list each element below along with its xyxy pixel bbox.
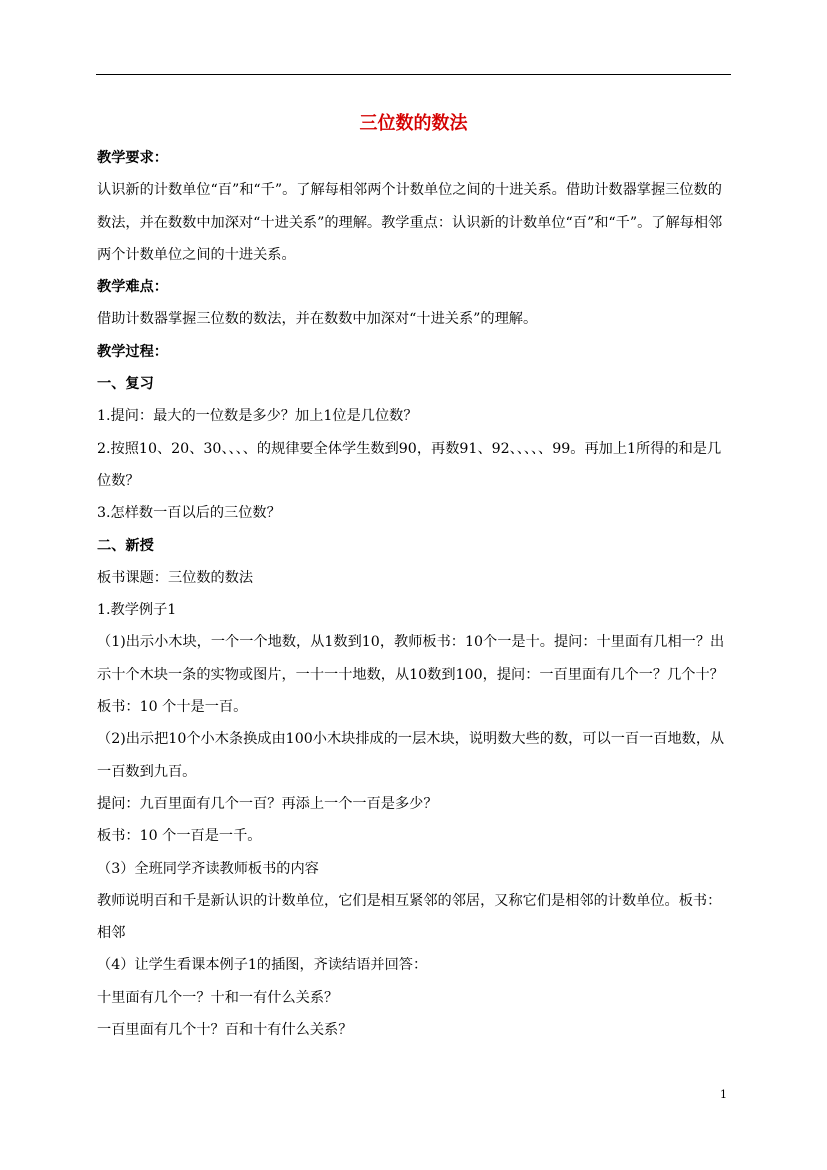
paragraph-question-2: 提问：九百里面有几个一百？再添上一个一百是多少？ bbox=[97, 795, 438, 812]
heading-process: 教学过程： bbox=[97, 343, 168, 360]
paragraph-review-2: 2.按照10、20、30、、、、的规律要全体学生数到90，再数91、92、、、、、99。再加上1所得的和是几位数？ bbox=[97, 440, 722, 489]
paragraph-question-ten: 十里面有几个一？十和一有什么关系？ bbox=[97, 989, 339, 1006]
paragraph-question-hundred: 一百里面有几个十？百和十有什么关系？ bbox=[97, 1022, 353, 1039]
paragraph-example-1: 1.教学例子1 bbox=[97, 602, 177, 619]
paragraph-lesson-title: 板书课题：三位数的数法 bbox=[97, 569, 254, 586]
paragraph-step-1: （1)出示小木块，一个一个地数，从1数到10，教师板书：10个一是十。提问：十里面有几相一？出示十个木块一条的实物或图片，一十一十地数，从10数到100，提问：一百里面有几个一？几个十？ bbox=[97, 634, 725, 683]
paragraph-review-3: 3.怎样数一百以后的三位数？ bbox=[97, 505, 281, 522]
heading-difficulty: 教学难点： bbox=[97, 279, 168, 296]
paragraph-board-1: 板书：10 个十是一百。 bbox=[97, 699, 248, 716]
heading-requirements: 教学要求： bbox=[97, 150, 168, 166]
paragraph-difficulty: 借助计数器掌握三位数的数法，并在数数中加深对“十进关系”的理解。 bbox=[97, 311, 538, 328]
paragraph-step-2: （2)出示把10个小木条换成由100小木块排成的一层木块，说明数大些的数，可以一百一百地数，从一百数到九百。 bbox=[97, 731, 725, 780]
paragraph-review-1: 1.提问：最大的一位数是多少？加上1位是几位数？ bbox=[97, 408, 418, 425]
paragraph-board-2: 板书：10 个一百是一千。 bbox=[97, 828, 262, 845]
document-body bbox=[97, 142, 733, 1046]
header-rule bbox=[96, 74, 731, 75]
paragraph-explanation: 教师说明百和千是新认识的计数单位，它们是相互紧邻的邻居，又称它们是相邻的计数单位。板书：相邻 bbox=[97, 892, 722, 942]
page-number: 1 bbox=[720, 1088, 727, 1101]
document-title: 三位数的数法 bbox=[359, 113, 468, 134]
paragraph-step-4: （4）让学生看课本例子1的插图，齐读结语并回答： bbox=[97, 957, 428, 974]
paragraph-step-3: （3）全班同学齐读教师板书的内容 bbox=[97, 860, 319, 877]
paragraph-requirements: 认识新的计数单位“百”和“千”。了解每相邻两个计数单位之间的十进关系。借助计数器掌握三位数的数法，并在数数中加深对“十进关系”的理解。教学重点：认识新的计数单位“百”和“千”。了解每相邻两个计数单位之间的十进关系。 bbox=[97, 182, 723, 263]
heading-new-lesson: 二、新授 bbox=[97, 537, 154, 554]
heading-review: 一、复习 bbox=[97, 376, 154, 393]
